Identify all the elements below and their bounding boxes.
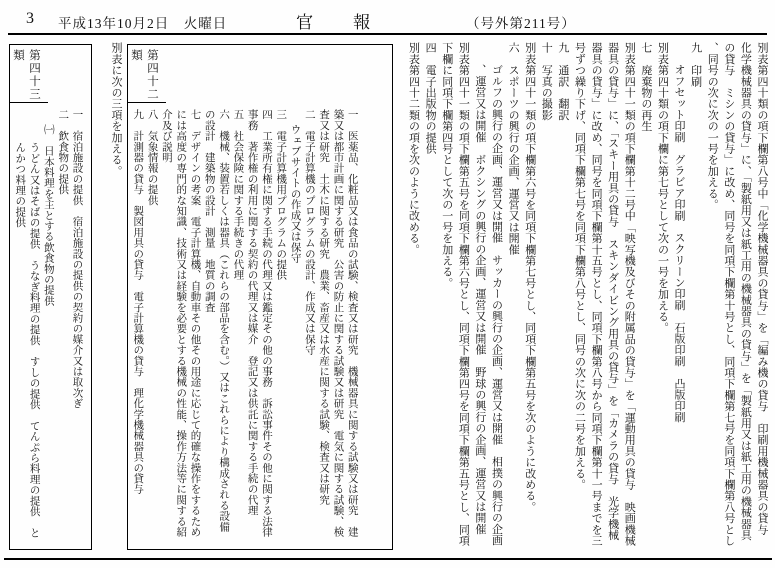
class43-items bbox=[10, 103, 88, 546]
paragraph-class40-add-item7: 別表第四十類の項下欄に第七号として次の一号を加える。 bbox=[656, 42, 669, 334]
class43-header: 第四十三類 bbox=[10, 45, 48, 103]
class42-item-9: 九 計測器の貸与 製図用具の貸与 電子計算機の貸与 理化学機械器具の貸与 bbox=[132, 109, 144, 495]
issue-number: （号外第211号） bbox=[466, 16, 576, 31]
item-9-printing: 九 印刷 bbox=[689, 42, 702, 87]
page-number: 3 bbox=[26, 10, 34, 27]
item-7-waste-recycling: 七 廃棄物の再生 bbox=[639, 42, 652, 132]
class42-table bbox=[127, 44, 393, 550]
header-rule bbox=[8, 33, 767, 35]
class42-item-8: 八 気象情報の提供 bbox=[146, 109, 158, 206]
class42-item-6: 六 機械、装置若しくは器具（これらの部品を含む。）又はこれらにより構成される設備の設計 建築物の設計 測量 地質の調査 bbox=[203, 109, 230, 532]
paragraph-class42-revision: 別表第四十二類の項を次のように改める。 bbox=[407, 42, 420, 255]
class43-item-1: 一 宿泊施設の提供 宿泊施設の提供の契約の媒介又は取次ぎ bbox=[71, 109, 83, 409]
class42-header: 第四十二類 bbox=[128, 45, 166, 103]
class42-items bbox=[128, 103, 364, 546]
paragraph-class41-item12: 別表第四十一類の項下欄第十二号中「映写機及びその附属品の貸与」を「運動用具の貸与 映画機械器具の貸与」に、「スキー用具の貸与 スキンダイビング用具の貸与」を「カメラの貸与 光学機械器具の貸与」に改め、同号を同項下欄第十五号とし、同項下欄第八号から同項下欄第十一号までを三号ずつ繰り下げ、同項下欄第七号を同項下欄第八号とし、同号の次に次の二号を加える。 bbox=[573, 42, 636, 546]
class42-item-4: 四 工業所有権に関する手続の代理又は鑑定その他の事務 訴訟事件その他に関する法律事務 著作権の利用に関する契約の代理又は媒介 登記又は供託に関する手続の代理 bbox=[246, 109, 272, 537]
class42-item-2: 二 電子計算機のプログラムの設計、作成又は保守 bbox=[303, 109, 315, 356]
sports-events-sublist: ゴルフの興行の企画、運営又は開催 サッカーの興行の企画、運営又は開催 相撲の興行の企画、運営又は開催 ボクシングの興行の企画、運営又は開催 野球の興行の企画、運営又は開催 bbox=[473, 64, 503, 546]
class43-item-2-sub1: ㈠ 日本料理を主とする飲食物の提供 bbox=[42, 124, 54, 306]
class42-item-2-continuation: ウェブサイトの作成又は保守 bbox=[289, 124, 301, 264]
append-three-rows-note: 別表に次の三項を加える。 bbox=[110, 42, 122, 177]
gazette-title: 官 報 bbox=[296, 13, 372, 32]
class43-item-2: 二 飲食物の提供 bbox=[57, 109, 69, 195]
amendment-text-block bbox=[398, 42, 770, 550]
paragraph-class41-item5: 別表第四十一類の項下欄第五号を同項下欄第六号とし、同項下欄第四号を同項下欄第五号とし、同項下欄に同項下欄第四号として次の一号を加える。 bbox=[440, 42, 470, 546]
class43-item-2-sub1-list: うどん又はそばの提供 うなぎ料理の提供 すしの提供 てんぷら料理の提供 とんかつ料理の提供 bbox=[14, 142, 40, 538]
item-4-electronic-publications: 四 電子出版物の提供 bbox=[424, 42, 437, 154]
class42-item-7: 七 デザインの考案 電子計算機、自動車その他その用途に応じて的確な操作をするためには高度の専門的な知識、技術又は経験を必要とする機械の性能、操作方法等に関する紹介及び説明 bbox=[160, 109, 201, 537]
page-header bbox=[0, 8, 775, 32]
class42-item-3: 三 電子計算機用プログラムの提供 bbox=[275, 109, 287, 281]
printing-sublist: オフセット印刷 グラビア印刷 スクリーン印刷 石版印刷 凸版印刷 bbox=[673, 64, 686, 423]
item-6-sports-events: 六 スポーツの興行の企画、運営又は開催 bbox=[507, 42, 520, 255]
paragraph-class40-item8: 別表第四十類の項下欄第八号中「化学機械器具の貸与」を「編み機の貸与 印刷用機械器具の貸与 化学機械器具の貸与」に、「製紙用又は紙工用の機械器具の貸与」を「製紙用又は紙工用の機械器具の貸与 ミシンの貸与」に改め、同号を同項下欄第十号とし、同項下欄第七号を同項下欄第八号とし、同号の次に次の一号を加える。 bbox=[706, 42, 768, 547]
class42-item-1: 一 医薬品、化粧品又は食品の試験、検査又は研究 機械器具に関する試験又は研究 建築又は都市計画に関する研究 公害の防止に関する試験又は研究 電気に関する試験、検査又は研究 土木に関する研究 農業、畜産又は水産に関する試験、検査又は研究 bbox=[318, 109, 358, 537]
class42-item-5: 五 社会保険に関する手続きの代理 bbox=[232, 109, 244, 281]
item-10-photography: 十 写真の撮影 bbox=[540, 42, 553, 121]
issue-date: 平成13年10月2日 火曜日 bbox=[58, 16, 228, 31]
paragraph-class41-item6: 別表第四十一類の項下欄第六号を同項下欄第七号とし、同項下欄第五号を次のように改める。 bbox=[523, 42, 536, 513]
footer-rule bbox=[4, 558, 772, 560]
item-9-interpretation-translation: 九 通訳 翻訳 bbox=[556, 42, 569, 121]
class43-table bbox=[9, 44, 92, 550]
